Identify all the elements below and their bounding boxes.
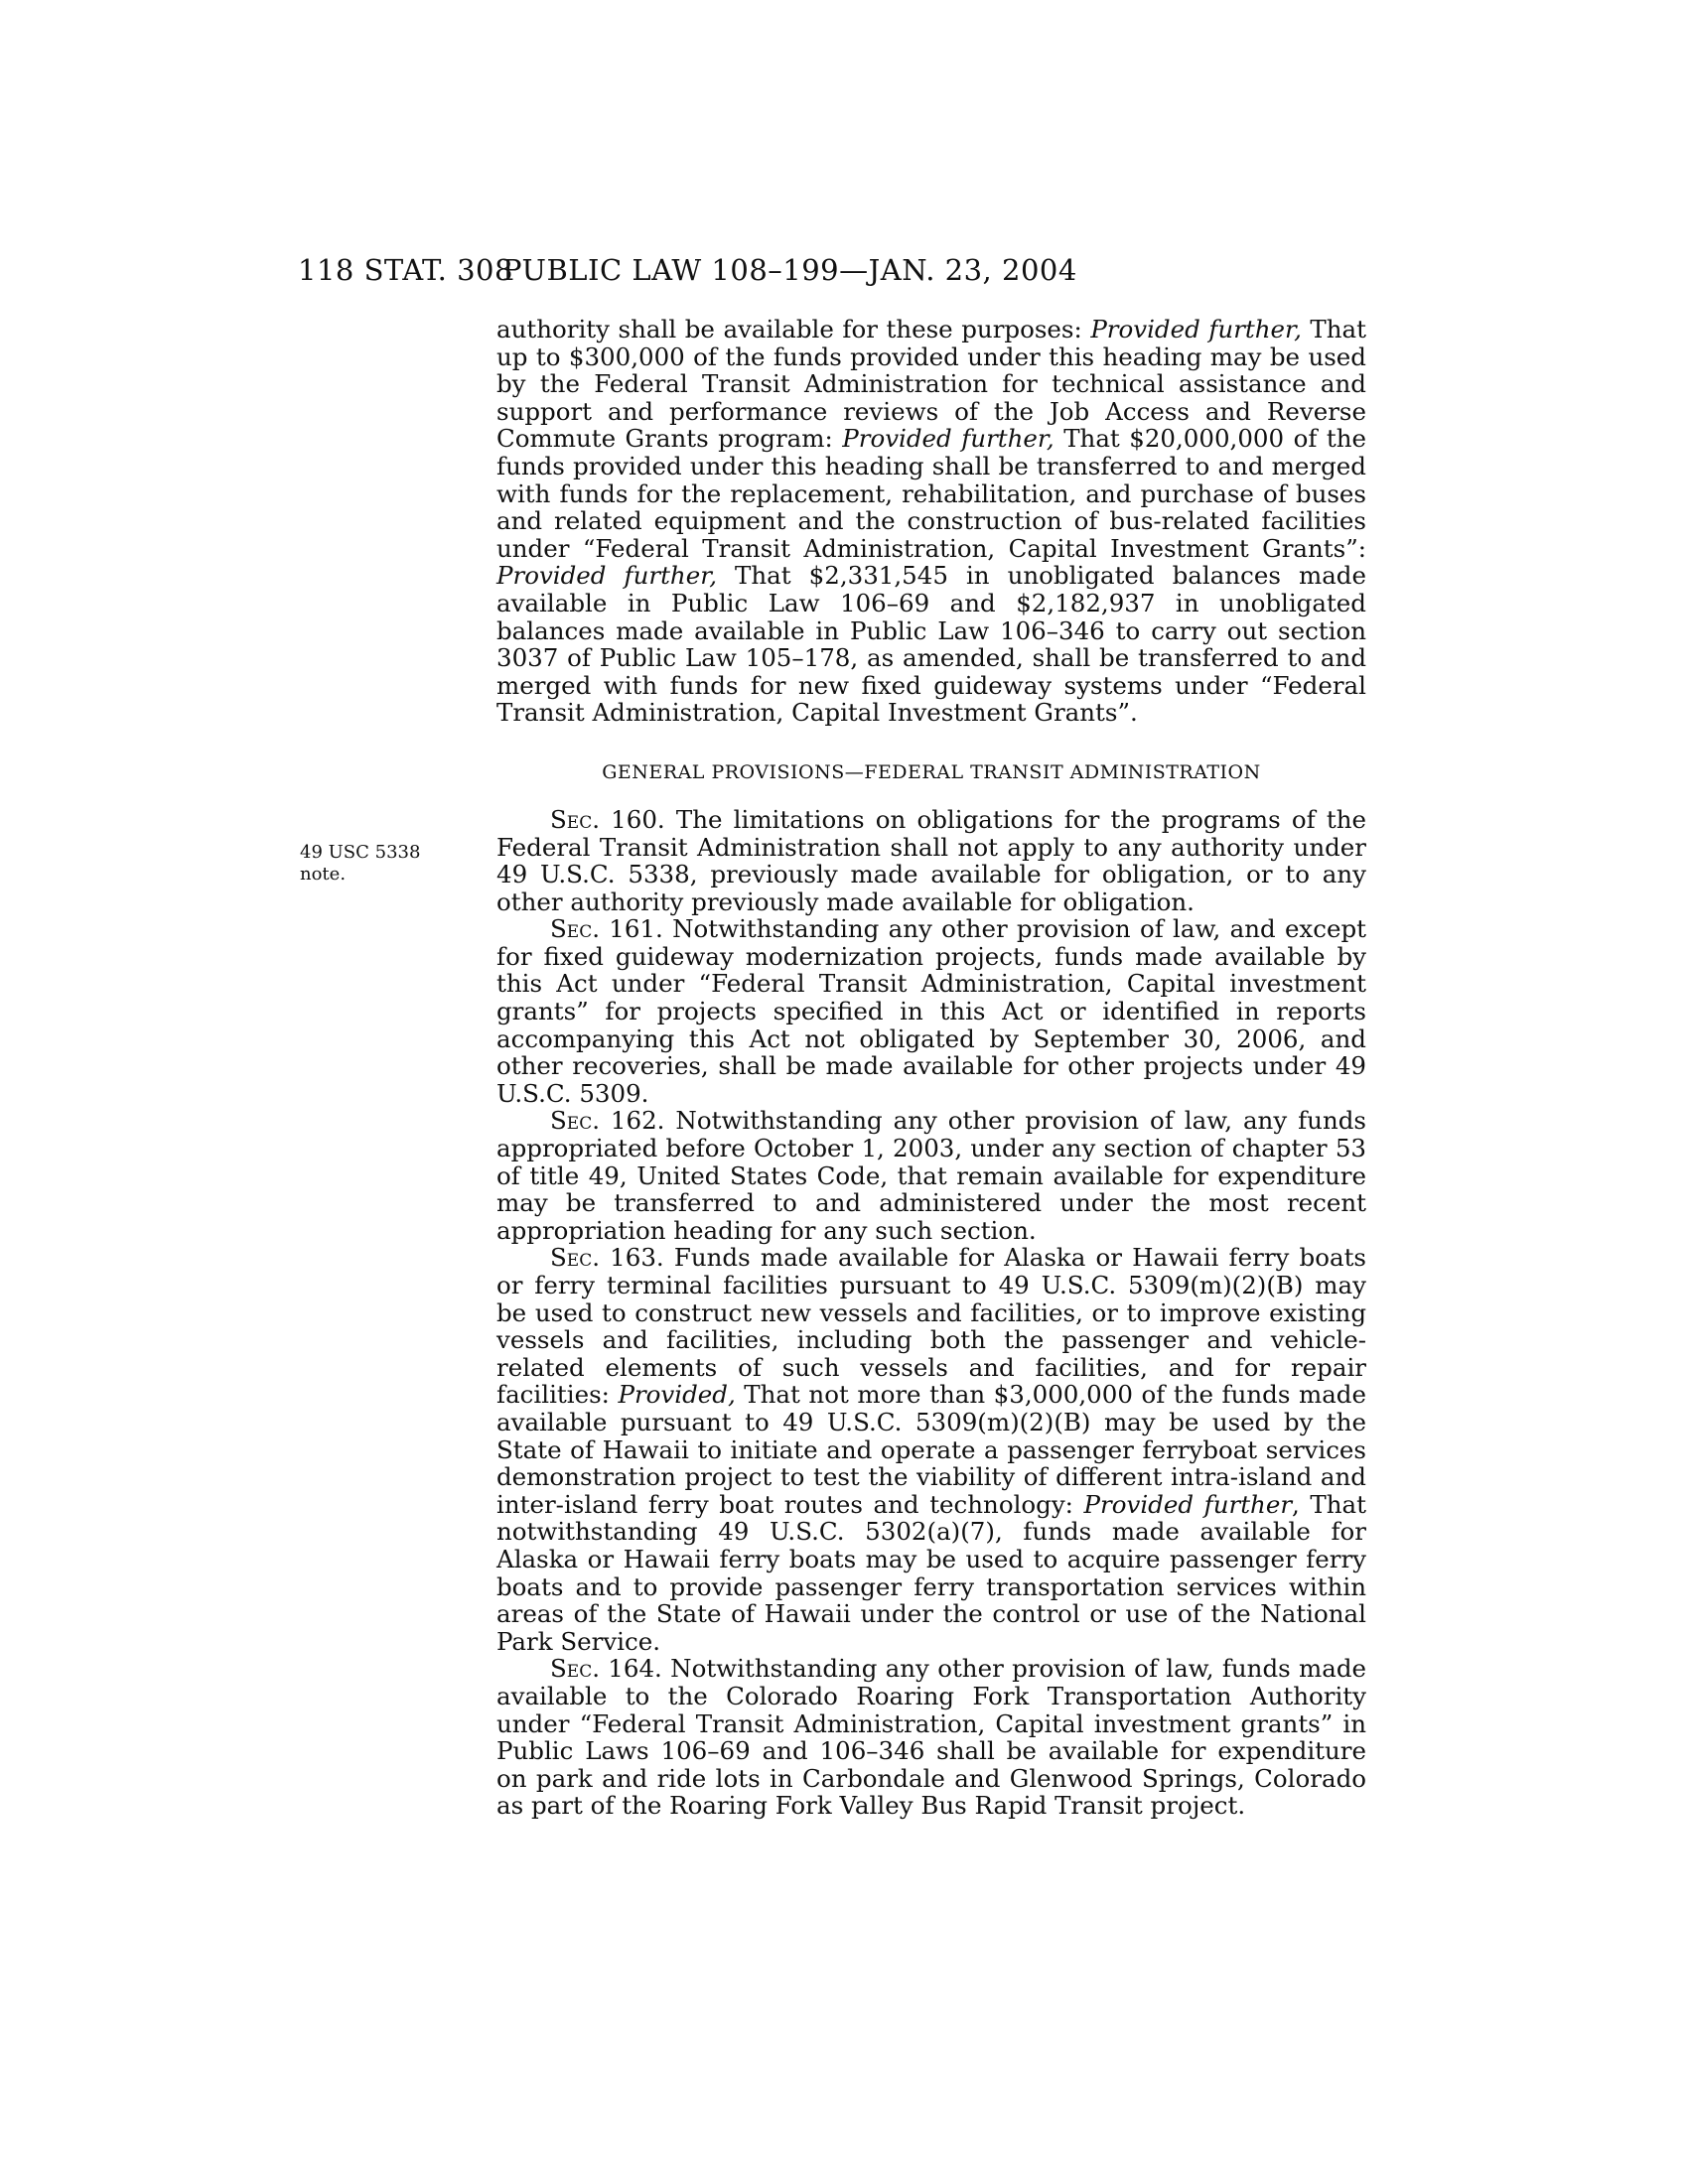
section-160: Sec. 160. The limitations on obligations for the programs of the Federal Transit Administration shall not apply to any authority under 49 U.S.C. 5338, previously made available for obligation, or to any other authority previously made available for obligation. xyxy=(496,804,1366,916)
section-label: Sec. 161. xyxy=(550,914,663,944)
section-161: Sec. 161. Notwithstanding any other provision of law, and except for fixed guideway modernization projects, funds made available by this Act under “Federal Transit Administration, Capital investment grants” for projects specified in this Act or identified in reports accompanying this Act not obligated by September 30, 2006, and other recoveries, shall be made available for other projects under 49 U.S.C. 5309. xyxy=(496,914,1367,1108)
section-162: Sec. 162. Notwithstanding any other provision of law, any funds appropriated before October 1, 2003, under any section of chapter 53 of title 49, United States Code, that remain available for expenditure may be transferred to and administered under the most recent appropriation heading for any such section. xyxy=(496,1106,1366,1245)
document-body xyxy=(496,316,1366,1820)
section-164: Sec. 164. Notwithstanding any other provision of law, funds made available to the Colorado Roaring Fork Transportation Authority under “Federal Transit Administration, Capital investment grants” in Public Laws 106–69 and 106–346 shall be available for expenditure on park and ride lots in Carbondale and Glenwood Springs, Colorado as part of the Roaring Fork Valley Bus Rapid Transit project. xyxy=(496,1654,1367,1821)
section-heading: GENERAL PROVISIONS—FEDERAL TRANSIT ADMINISTRATION xyxy=(602,760,1261,783)
margin-note-label: note. xyxy=(300,864,347,885)
margin-note-citation: 49 USC 5338 xyxy=(300,842,421,863)
section-163: Sec. 163. Funds made available for Alaska or Hawaii ferry boats or ferry terminal facilities pursuant to 49 U.S.C. 5309(m)(2)(B) may be used to construct new vessels and facilities, or to improve existing vessels and facilities, including both the passenger and vehicle-related elements of such vessels and facilities, and for repair facilities: Provided, That not more than $3,000,000 of the funds made available pursuant to 49 U.S.C. 5309(m)(2)(B) may be used by the State of Hawaii to initiate and operate a passenger ferryboat services demonstration project to test the viability of different intra-island and inter-island ferry boat routes and technology: Provided further, That notwithstanding 49 U.S.C. 5302(a)(7), funds made available for Alaska or Hawaii ferry boats may be used to acquire passenger ferry boats and to provide passenger ferry transportation services within areas of the State of Hawaii under the control or use of the National Park Service. xyxy=(496,1243,1366,1656)
statute-page-reference: 118 STAT. 308 xyxy=(298,253,513,287)
intro-paragraph: authority shall be available for these purposes: Provided further, That up to $300,000 of the funds provided under this heading may be used by the Federal Transit Administration for technical assistance and support and performance reviews of the Job Access and Reverse Commute Grants program: Provided further, That $20,000,000 of the funds provided under this heading shall be transferred to and merged with funds for the replacement, rehabilitation, and purchase of buses and related equipment and the construction of bus-related facilities under “Federal Transit Administration, Capital Investment Grants”: Provided further, That $2,331,545 in unobligated balances made available in Public Law 106–69 and $2,182,937 in unobligated balances made available in Public Law 106–346 to carry out section 3037 of Public Law 105–178, as amended, shall be transferred to and merged with funds for new fixed guideway systems under “Federal Transit Administration, Capital Investment Grants”. xyxy=(496,315,1367,728)
page-header xyxy=(298,250,1390,290)
section-label: Sec. 163. xyxy=(550,1243,664,1273)
section-label: Sec. 162. xyxy=(550,1106,665,1136)
section-label: Sec. 160. xyxy=(550,804,665,834)
public-law-title: PUBLIC LAW 108–199—JAN. 23, 2004 xyxy=(502,253,1077,287)
margin-note xyxy=(300,842,459,886)
section-label: Sec. 164. xyxy=(550,1654,662,1684)
